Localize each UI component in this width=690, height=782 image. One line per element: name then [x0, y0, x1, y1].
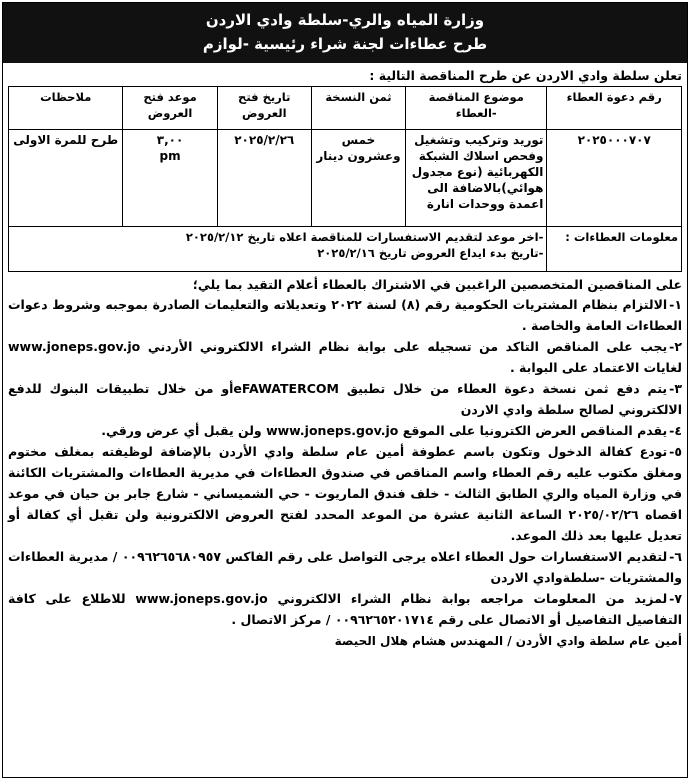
cell-price: خمس وعشرون دينار: [311, 130, 405, 227]
condition-1: [8, 294, 682, 336]
condition-text: للاطلاع على كافة التفاصيل التفاصيل أو الاتصال على رقم ٠٠٩٦٢٦٥٢٠١٧١٤ / مركز الاتصال .: [8, 591, 682, 627]
cell-open-time: [123, 130, 217, 227]
tender-title: طرح عطاءات لجنة شراء رئيسية -لوازم: [202, 35, 488, 53]
header-open-time: موعد فتح العروض: [123, 87, 217, 130]
info-label: معلومات العطاءات :: [547, 227, 682, 272]
joneps-link[interactable]: www.joneps.gov.jo: [8, 339, 141, 354]
header-subject: موضوع المناقصة -العطاء: [406, 87, 547, 130]
signature: أمين عام سلطة وادي الأردن / المهندس هشام هلال الحيصة: [334, 634, 682, 648]
table-row: [9, 130, 682, 227]
header-tender-no: رقم دعوة العطاء: [547, 87, 682, 130]
intro-line: على المناقصين المتخصصين الراغبين في الاشتراك بالعطاء أعلام التقيد بما يلي؛: [192, 277, 682, 292]
condition-2: [8, 336, 682, 378]
ministry-title: وزارة المياه والري-سلطة وادي الاردن: [205, 11, 485, 29]
condition-text: لمزيد من المعلومات مراجعه بوابة نظام الشراء الالكتروني: [277, 591, 668, 606]
condition-text: تودع كفالة الدخول وتكون باسم عطوفة أمين عام سلطة وادي الأردن بالإضافة لوظيفته بمغلف مختوم ومغلق مكتوب عليه رقم العطاء واسم المناقص في صندوق العطاءات في مديرية العطاءات والمشتريات الكائنة في وزارة المياه والري الطابق الثالث - خلف فندق الماريوت - حي الشميساني - شارع جابر بن حيان في موعد اقصاه ٢٠٢٥/٠٢/٢٦ الساعة الثانية عشرة من الموعد المحدد لفتح العروض الالكترونية ولن تقبل أي كفالة أو تعديل عليها بعد ذلك الموعد.: [8, 444, 682, 543]
header-banner: [3, 3, 687, 63]
condition-text: ولن يقبل أي عرض ورقي.: [101, 423, 262, 438]
open-time-unit: pm: [159, 149, 181, 163]
condition-number: ٤-: [669, 423, 682, 438]
tender-announcement: [2, 2, 688, 778]
condition-text: الالتزام بنظام المشتريات الحكومية رقم (٨) لسنة ٢٠٢٢ وتعديلاته والتعليمات الصادرة بموجبه وشروط دعوات العطاءات العامة والخاصة .: [8, 297, 682, 333]
header-open-date: تاريخ فتح العروض: [217, 87, 311, 130]
condition-number: ٣-: [669, 381, 682, 396]
info-line-2: -تاريخ بدء ايداع العروض تاريخ ٢٠٢٥/٢/١٦: [317, 246, 544, 260]
header-notes: ملاحظات: [9, 87, 123, 130]
joneps-link[interactable]: www.joneps.gov.jo: [266, 423, 399, 438]
condition-number: ١-: [669, 297, 683, 312]
cell-open-date: ٢٠٢٥/٢/٢٦: [217, 130, 311, 227]
condition-text: يجب على المناقص التاكد من تسجيله على بوابة نظام الشراء الالكتروني الأردني: [147, 339, 668, 354]
condition-number: ٢-: [669, 339, 682, 354]
open-time-value: ٣,٠٠: [156, 133, 184, 147]
condition-4: [8, 420, 682, 441]
condition-text: لغايات الاعتماد على البوابة .: [509, 360, 682, 375]
info-row: [9, 227, 682, 272]
condition-text: أو من خلال تطبيقات البنوك للدفع الالكتروني لصالح سلطة وادي الاردن: [8, 381, 682, 417]
condition-text: لتقديم الاستفسارات حول العطاء اعلاه يرجى التواصل على رقم الفاكس ٠٠٩٦٢٦٥٦٨٠٩٥٧ / مديرية العطاءات والمشتريات -سلطةوادي الاردن: [8, 549, 682, 585]
condition-text: يقدم المناقص العرض الكترونيا على الموقع: [402, 423, 668, 438]
table-header-row: [9, 87, 682, 130]
condition-6: [8, 546, 682, 588]
condition-3: [8, 378, 682, 420]
condition-number: ٦-: [669, 549, 682, 564]
tender-table: [8, 86, 682, 272]
cell-subject: توريد وتركيب وتشغيل وفحص اسلاك الشبكة الكهربائية (نوع مجدول هوائي)بالاضافة الى اعمدة ووحدات انارة: [406, 130, 547, 227]
condition-text: يتم دفع ثمن نسخة دعوة العطاء من خلال تطبيق: [346, 381, 668, 396]
header-price: ثمن النسخة: [311, 87, 405, 130]
condition-number: ٥-: [669, 444, 682, 459]
cell-notes: طرح للمرة الاولى: [9, 130, 123, 227]
content: [3, 63, 687, 650]
joneps-link[interactable]: www.joneps.gov.jo: [135, 591, 268, 606]
condition-5: [8, 441, 682, 546]
announcement-line: تعلن سلطة وادي الاردن عن طرح المناقصة التالية :: [369, 68, 682, 83]
efawatercom-text: eFAWATERCOM: [233, 381, 339, 396]
info-line-1: -اخر موعد لتقديم الاستفسارات للمناقصة اعلاه تاريخ ٢٠٢٥/٢/١٢: [185, 230, 544, 244]
cell-tender-no: ٢٠٢٥٠٠٠٧٠٧: [547, 130, 682, 227]
condition-7: [8, 588, 682, 630]
info-details: [9, 227, 547, 272]
condition-number: ٧-: [669, 591, 682, 606]
